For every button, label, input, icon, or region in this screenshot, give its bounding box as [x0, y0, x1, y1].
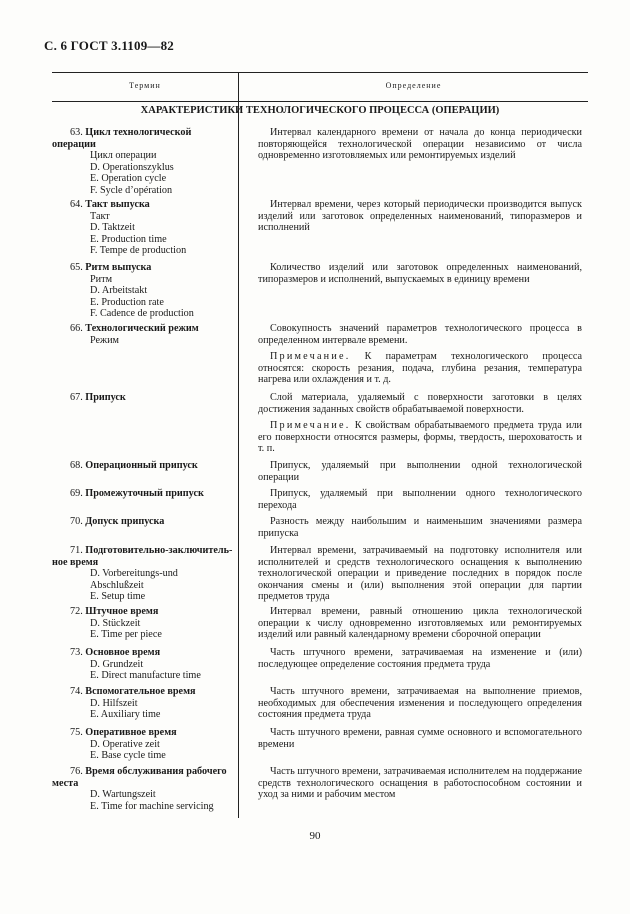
term-cell	[52, 516, 236, 528]
term-foreign-en: E. Time for machine servicing	[90, 800, 214, 812]
term-title: Ритм выпуска	[85, 262, 152, 273]
term-number: 66.	[70, 323, 83, 334]
term-title: Припуск	[85, 392, 126, 403]
term-number: 68.	[70, 460, 83, 471]
term-title: Оперативное время	[85, 727, 177, 738]
definition-cell	[258, 199, 582, 239]
term-synonym: Цикл операции	[90, 150, 157, 162]
term-foreign-en: E. Base cycle time	[90, 750, 166, 762]
term-foreign-de: D. Wartungszeit	[90, 789, 156, 801]
term-cell	[52, 727, 236, 762]
term-title: Промежуточный припуск	[85, 488, 204, 499]
term-foreign-de: D. Operationszyklus	[90, 161, 174, 173]
term-cell	[52, 606, 236, 641]
definition-cell	[258, 127, 582, 167]
term-foreign-fr: F. Tempe de production	[90, 245, 187, 257]
term-foreign-en: E. Auxiliary time	[90, 709, 161, 721]
term-number: 67.	[70, 392, 83, 403]
term-cell	[52, 199, 236, 257]
definition-cell	[258, 766, 582, 806]
term-foreign-en: E. Setup time	[90, 591, 146, 603]
definition-cell	[258, 606, 582, 646]
term-cell	[52, 392, 236, 404]
page-header: С. 6 ГОСТ 3.1109—82	[44, 38, 174, 53]
term-title: Технологический режим	[85, 323, 199, 334]
term-synonym: Такт	[90, 210, 110, 222]
definition-text: Совокупность значений параметров технологического процесса в определенном интервале времени.	[258, 323, 582, 346]
definition-text: Часть штучного времени, равная сумме основного и вспомогательного времени	[258, 727, 582, 750]
note-text: К свойствам обрабатываемого предмета труда или его поверхности относятся размеры, формы, твердость, шероховатость и т. п.	[258, 420, 582, 455]
definition-cell	[258, 727, 582, 755]
term-foreign-de: D. Hilfszeit	[90, 697, 138, 709]
term-title: Подготовительно-заключитель-	[85, 545, 233, 556]
definition-note	[258, 420, 582, 455]
section-title: ХАРАКТЕРИСТИКИ ТЕХНОЛОГИЧЕСКОГО ПРОЦЕССА (ОПЕРАЦИИ)	[140, 105, 500, 116]
term-foreign-de: D. Taktzeit	[90, 222, 135, 234]
term-number: 75.	[70, 727, 83, 738]
note-text: К параметрам технологического процесса относятся: скорость резания, подача, глубина резания, температура нагрева или охлаждения и т. д.	[258, 351, 582, 386]
table-header	[52, 72, 588, 102]
term-title: Допуск припуска	[85, 516, 165, 527]
term-title: Штучное время	[85, 606, 159, 617]
term-foreign-de: D. Stückzeit	[90, 617, 141, 629]
term-foreign-en: E. Direct manufacture time	[90, 670, 201, 682]
note-label: Примечание.	[270, 420, 351, 432]
term-foreign-en: E. Time per piece	[90, 629, 162, 641]
term-cell	[52, 686, 236, 721]
definition-text: Слой материала, удаляемый с поверхности заготовки в целях достижения заданных свойств обрабатываемой поверхности.	[258, 392, 582, 415]
note-label: Примечание.	[270, 351, 351, 363]
term-cell	[52, 323, 236, 346]
definition-text: Часть штучного времени, затрачиваемая исполнителем на поддержание средств технологического оснащения в работоспособном состоянии и уход за ними и рабочим местом	[258, 766, 582, 801]
definition-text: Интервал времени, затрачиваемый на подготовку исполнителя или исполнителей и средств технологического оснащения к выполнению технологической операции и приведение последних в порядок после окончания смены и (или) выполнения этой операции для партии предметов труда	[258, 545, 582, 603]
term-title: Время обслуживания рабочего	[85, 766, 227, 777]
definition-cell	[258, 686, 582, 726]
column-header-term: Термин	[129, 81, 161, 90]
definition-cell	[258, 647, 582, 675]
term-title: Вспомогательное время	[85, 686, 196, 697]
definition-text: Припуск, удаляемый при выполнении одного технологического перехода	[258, 488, 582, 511]
term-foreign-de: D. Operative zeit	[90, 738, 160, 750]
term-cell	[52, 766, 236, 812]
term-cell	[52, 460, 236, 472]
definition-cell	[258, 392, 582, 460]
term-title-cont: операции	[52, 138, 96, 150]
term-number: 76.	[70, 766, 83, 777]
term-title-cont: ное время	[52, 556, 99, 568]
term-foreign-de-cont: Abschlußzeit	[90, 579, 144, 591]
definition-cell	[258, 262, 582, 290]
term-number: 64.	[70, 199, 83, 210]
definition-text: Интервал времени, равный отношению цикла технологической операции к числу одновременно изготовляемых или ремонтируемых изделий или равный календарному времени сборочной операции	[258, 606, 582, 641]
definition-cell	[258, 488, 582, 516]
definition-text: Часть штучного времени, затрачиваемая на выполнение приемов, необходимых для обеспечения изменения и последующего определения состояния предмета труда	[258, 686, 582, 721]
term-foreign-de: D. Arbeitstakt	[90, 285, 148, 297]
term-foreign-de: D. Grundzeit	[90, 658, 144, 670]
term-number: 70.	[70, 516, 83, 527]
definition-text: Припуск, удаляемый при выполнении одной технологической операции	[258, 460, 582, 483]
term-foreign-en: E. Production time	[90, 233, 167, 245]
term-cell	[52, 545, 236, 603]
term-foreign-fr: F. Cadence de production	[90, 308, 194, 320]
term-cell	[52, 127, 236, 197]
term-number: 73.	[70, 647, 83, 658]
definition-text: Интервал времени, через который периодически производится выпуск изделий или заготовок определенных наименований, типоразмеров и исполнений	[258, 199, 582, 234]
term-foreign-en: E. Operation cycle	[90, 173, 167, 185]
term-synonym: Режим	[90, 334, 119, 346]
column-header-definition: Определение	[385, 81, 442, 90]
definition-text: Количество изделий или заготовок определенных наименований, типоразмеров и исполнений, выпускаемых в единицу времени	[258, 262, 582, 285]
column-divider-body	[238, 100, 239, 818]
definition-cell	[258, 323, 582, 391]
definition-note	[258, 351, 582, 386]
term-title: Такт выпуска	[85, 199, 150, 210]
term-foreign-de: D. Vorbereitungs-und	[90, 568, 178, 580]
term-cell	[52, 488, 236, 500]
term-synonym: Ритм	[90, 273, 113, 285]
term-number: 63.	[70, 127, 83, 138]
term-cell	[52, 647, 236, 682]
definition-cell	[258, 545, 582, 608]
definition-cell	[258, 516, 582, 544]
term-title: Основное время	[85, 647, 161, 658]
definition-text: Часть штучного времени, затрачиваемая на изменение и (или) последующее определение состояния предмета труда	[258, 647, 582, 670]
definition-text: Разность между наибольшим и наименьшим значениями размера припуска	[258, 516, 582, 539]
term-foreign-en: E. Production rate	[90, 296, 164, 308]
term-number: 74.	[70, 686, 83, 697]
term-title: Цикл технологической	[85, 127, 192, 138]
term-number: 72.	[70, 606, 83, 617]
term-title-cont: места	[52, 777, 79, 789]
term-number: 69.	[70, 488, 83, 499]
term-foreign-fr: F. Sycle d’opération	[90, 184, 173, 196]
term-number: 65.	[70, 262, 83, 273]
definition-cell	[258, 460, 582, 488]
definition-text: Интервал календарного времени от начала до конца периодически повторяющейся технологической операции независимо от числа одновременно изготовляемых или ремонтируемых изделий	[258, 127, 582, 162]
term-title: Операционный припуск	[85, 460, 198, 471]
term-number: 71.	[70, 545, 83, 556]
term-cell	[52, 262, 236, 320]
page-number: 90	[309, 830, 321, 842]
